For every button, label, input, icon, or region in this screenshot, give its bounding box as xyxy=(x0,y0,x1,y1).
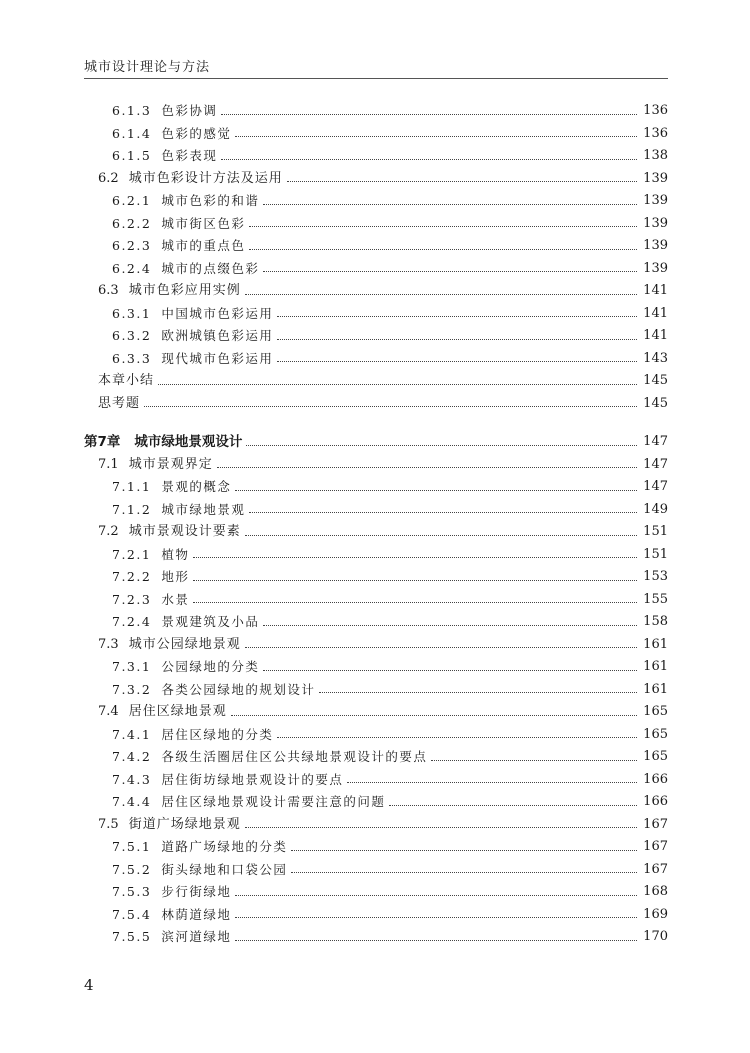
dot-leader xyxy=(158,384,637,385)
toc-entry-page: 161 xyxy=(643,681,668,697)
toc-entry xyxy=(112,123,668,145)
dot-leader xyxy=(221,159,637,160)
toc-entry-page: 165 xyxy=(643,726,668,742)
dot-leader xyxy=(193,602,637,603)
toc-entry-title: 本章小结 xyxy=(98,373,155,388)
toc-entry-title: 步行街绿地 xyxy=(161,884,232,899)
toc-entry-page: 147 xyxy=(643,434,668,449)
toc-entry xyxy=(112,769,668,791)
toc-entry xyxy=(98,393,668,415)
toc-entry xyxy=(112,476,668,498)
toc-entry-number: 7.2.4 xyxy=(112,614,152,629)
toc-entry-title: 欧洲城镇色彩运用 xyxy=(161,328,274,343)
dot-leader xyxy=(235,895,637,896)
toc-entry-page: 153 xyxy=(643,569,668,584)
dot-leader xyxy=(245,535,637,536)
toc-entry-page: 166 xyxy=(643,771,668,787)
dot-leader xyxy=(249,512,637,513)
toc-entry xyxy=(98,814,668,836)
toc-entry-page: 147 xyxy=(643,479,668,494)
toc-entry-title: 滨河道绿地 xyxy=(161,929,232,944)
toc-entry-number: 6.1.5 xyxy=(112,148,152,163)
toc-entry xyxy=(112,881,668,903)
toc-entry xyxy=(112,904,668,926)
dot-leader xyxy=(287,181,637,182)
toc-entry-number: 7.2 xyxy=(98,524,119,539)
toc-entry-title: 水景 xyxy=(161,591,190,607)
toc-entry-title: 景观的概念 xyxy=(161,479,232,494)
dot-leader xyxy=(231,715,637,716)
toc-entry xyxy=(112,258,668,280)
dot-leader xyxy=(291,872,637,873)
toc-entry-title: 居住街坊绿地景观设计的要点 xyxy=(161,771,344,787)
toc-entry-title: 思考题 xyxy=(98,395,141,411)
toc-entry xyxy=(112,544,668,566)
dot-leader xyxy=(263,204,637,205)
toc-entry-page: 161 xyxy=(643,636,668,652)
toc-entry xyxy=(98,370,668,392)
toc-entry-page: 149 xyxy=(643,501,668,517)
dot-leader xyxy=(245,827,637,828)
toc-entry-page: 151 xyxy=(643,546,668,562)
toc-entry-number: 6.2.4 xyxy=(112,260,152,276)
toc-entry-title: 地形 xyxy=(161,569,190,584)
toc-entry-page: 145 xyxy=(643,373,668,388)
toc-entry xyxy=(112,303,668,325)
toc-entry-number: 7.5.4 xyxy=(112,906,152,922)
dot-leader xyxy=(235,940,637,941)
toc-entry-page: 167 xyxy=(643,839,668,854)
toc-entry-page: 165 xyxy=(643,704,668,719)
dot-leader xyxy=(235,490,637,491)
dot-leader xyxy=(246,445,637,446)
toc-entry-title: 城市绿地景观设计 xyxy=(134,434,243,450)
toc-entry xyxy=(112,791,668,813)
toc-entry-number: 7.3.2 xyxy=(112,681,152,697)
toc-entry-page: 141 xyxy=(643,283,668,298)
toc-entry-number: 7.5.1 xyxy=(112,839,152,854)
toc-entry xyxy=(112,746,668,768)
header-rule xyxy=(84,78,668,79)
dot-leader xyxy=(245,647,637,648)
toc-entry-title: 城市景观界定 xyxy=(128,456,213,472)
dot-leader xyxy=(291,850,637,851)
dot-leader xyxy=(193,580,637,581)
toc-entry-title: 道路广场绿地的分类 xyxy=(161,839,288,854)
running-header-title: 城市设计理论与方法 xyxy=(84,60,211,75)
toc-entry xyxy=(112,100,668,122)
toc-entry-number: 7.5 xyxy=(98,816,119,832)
toc-entry xyxy=(112,499,668,521)
toc-chapter-entry xyxy=(84,431,668,453)
toc-entry-title: 城市绿地景观 xyxy=(161,501,246,517)
toc-entry xyxy=(112,611,668,633)
toc-entry-title: 居住区绿地景观设计需要注意的问题 xyxy=(161,794,386,809)
toc-entry-number: 6.3.2 xyxy=(112,328,152,343)
dot-leader xyxy=(144,406,637,407)
toc-entry-number: 6.2.2 xyxy=(112,215,152,231)
toc-entry-number: 6.2.1 xyxy=(112,193,152,208)
dot-leader xyxy=(235,917,637,918)
toc-entry-page: 147 xyxy=(643,456,668,472)
toc-entry-number: 7.1 xyxy=(98,456,119,472)
toc-entry-page: 165 xyxy=(643,749,668,764)
toc-entry-title: 各级生活圈居住区公共绿地景观设计的要点 xyxy=(161,749,428,764)
toc-entry-number: 7.1.2 xyxy=(112,501,152,517)
toc-entry-title: 色彩表现 xyxy=(161,148,218,163)
toc-entry-number: 7.5.5 xyxy=(112,929,152,944)
toc-entry-title: 中国城市色彩运用 xyxy=(161,305,274,321)
toc-entry-page: 143 xyxy=(643,350,668,366)
toc-entry-page: 161 xyxy=(643,659,668,674)
toc-entry-page: 139 xyxy=(643,238,668,253)
dot-leader xyxy=(221,114,637,115)
toc-entry-page: 139 xyxy=(643,215,668,231)
toc-entry-number: 7.1.1 xyxy=(112,479,152,494)
toc-entry-number: 7.4.1 xyxy=(112,726,152,742)
dot-leader xyxy=(263,670,637,671)
toc-entry-page: 141 xyxy=(643,305,668,321)
dot-leader xyxy=(319,692,637,693)
toc-entry xyxy=(112,325,668,347)
toc-entry-page: 136 xyxy=(643,103,668,118)
toc-entry-number: 7.5.2 xyxy=(112,861,152,877)
dot-leader xyxy=(249,226,637,227)
toc-entry-title: 植物 xyxy=(161,546,190,562)
toc-entry-title: 街头绿地和口袋公园 xyxy=(161,861,288,877)
toc-entry-number: 7.4.2 xyxy=(112,749,152,764)
toc-entry-page: 167 xyxy=(643,816,668,832)
toc-entry-number: 6.1.4 xyxy=(112,125,152,141)
toc-entry-title: 公园绿地的分类 xyxy=(161,659,260,674)
toc-entry-number: 6.3.1 xyxy=(112,305,152,321)
dot-leader xyxy=(277,316,637,317)
dot-leader xyxy=(263,271,637,272)
toc-entry xyxy=(112,859,668,881)
dot-leader xyxy=(389,805,637,806)
toc-entry-title: 城市的点缀色彩 xyxy=(161,260,260,276)
toc-entry-title: 街道广场绿地景观 xyxy=(128,816,241,832)
toc-entry-title: 景观建筑及小品 xyxy=(161,614,260,629)
toc-entry-title: 居住区绿地景观 xyxy=(128,704,227,719)
toc-entry-title: 各类公园绿地的规划设计 xyxy=(161,681,316,697)
toc-entry-number: 第7章 xyxy=(84,434,121,450)
toc-entry xyxy=(112,836,668,858)
toc-entry-page: 158 xyxy=(643,614,668,629)
toc-entry xyxy=(112,589,668,611)
toc-entry xyxy=(112,566,668,588)
dot-leader xyxy=(277,339,637,340)
toc-entry-number: 6.3 xyxy=(98,283,119,298)
toc-entry-number: 6.2.3 xyxy=(112,238,152,253)
toc-entry-number: 7.3 xyxy=(98,636,119,652)
toc-entry-number: 6.2 xyxy=(98,170,119,186)
toc-entry xyxy=(112,190,668,212)
toc-entry xyxy=(98,521,668,543)
toc-entry-page: 167 xyxy=(643,861,668,877)
toc-entry xyxy=(112,656,668,678)
toc-entry-page: 168 xyxy=(643,884,668,899)
toc-entry-title: 现代城市色彩运用 xyxy=(161,350,274,366)
dot-leader xyxy=(277,737,637,738)
toc-entry-title: 色彩协调 xyxy=(161,103,218,118)
toc-entry-number: 7.4.4 xyxy=(112,794,152,809)
toc-entry-number: 6.3.3 xyxy=(112,350,152,366)
dot-leader xyxy=(277,361,637,362)
toc-entry-page: 145 xyxy=(643,395,668,411)
toc-entry-number: 7.4.3 xyxy=(112,771,152,787)
toc-entry xyxy=(98,454,668,476)
toc-entry-page: 170 xyxy=(643,929,668,944)
dot-leader xyxy=(245,294,637,295)
toc-entry xyxy=(98,701,668,723)
toc-entry-title: 城市公园绿地景观 xyxy=(128,636,241,652)
dot-leader xyxy=(249,249,637,250)
toc-entry-number: 7.2.1 xyxy=(112,546,152,562)
toc-entry-number: 7.3.1 xyxy=(112,659,152,674)
dot-leader xyxy=(193,557,637,558)
toc-entry-page: 139 xyxy=(643,170,668,186)
toc-entry xyxy=(112,724,668,746)
dot-leader xyxy=(347,782,637,783)
toc-entry-title: 城市色彩设计方法及运用 xyxy=(128,170,283,186)
toc-entry-title: 色彩的感觉 xyxy=(161,125,232,141)
dot-leader xyxy=(431,760,637,761)
toc-entry-page: 139 xyxy=(643,193,668,208)
toc-entry xyxy=(112,926,668,948)
toc-entry-title: 城市色彩应用实例 xyxy=(128,283,241,298)
toc-entry-title: 林荫道绿地 xyxy=(161,906,232,922)
toc-entry xyxy=(98,634,668,656)
toc-entry-page: 138 xyxy=(643,148,668,163)
toc-entry-page: 155 xyxy=(643,591,668,607)
toc-entry-title: 城市的重点色 xyxy=(161,238,246,253)
dot-leader xyxy=(263,625,637,626)
toc-entry-title: 城市景观设计要素 xyxy=(128,524,241,539)
toc-entry-number: 7.4 xyxy=(98,704,119,719)
toc-entry-number: 6.1.3 xyxy=(112,103,152,118)
toc-entry-title: 城市色彩的和谐 xyxy=(161,193,260,208)
toc-entry-number: 7.2.3 xyxy=(112,591,152,607)
toc-entry xyxy=(112,145,668,167)
dot-leader xyxy=(217,467,637,468)
toc-entry-page: 166 xyxy=(643,794,668,809)
toc-entry-number: 7.2.2 xyxy=(112,569,152,584)
toc-entry xyxy=(112,213,668,235)
toc-entry-page: 151 xyxy=(643,524,668,539)
toc-entry xyxy=(112,348,668,370)
toc-entry xyxy=(98,168,668,190)
toc-entry-title: 城市街区色彩 xyxy=(161,215,246,231)
toc-entry-page: 136 xyxy=(643,125,668,141)
toc-entry-title: 居住区绿地的分类 xyxy=(161,726,274,742)
toc-entry xyxy=(112,235,668,257)
toc-entry-page: 169 xyxy=(643,906,668,922)
toc-entry-number: 7.5.3 xyxy=(112,884,152,899)
toc-entry-page: 139 xyxy=(643,260,668,276)
toc-entry-page: 141 xyxy=(643,328,668,343)
page-number: 4 xyxy=(84,976,94,994)
dot-leader xyxy=(235,136,637,137)
toc-entry xyxy=(112,679,668,701)
toc-entry xyxy=(98,280,668,302)
